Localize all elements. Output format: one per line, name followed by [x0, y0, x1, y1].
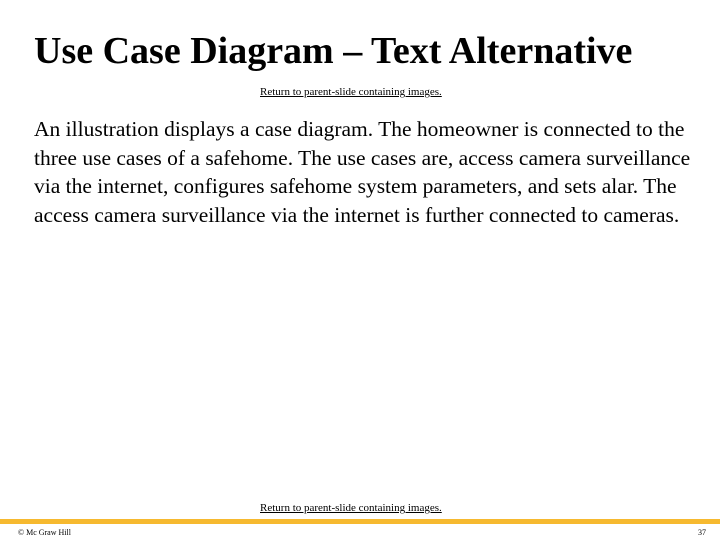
return-to-parent-slide-link-top[interactable]: Return to parent-slide containing images. [260, 86, 442, 98]
slide-page-number: 37 [698, 528, 706, 537]
slide-title: Use Case Diagram – Text Alternative [34, 30, 633, 72]
return-to-parent-slide-link-bottom[interactable]: Return to parent-slide containing images. [260, 502, 442, 514]
text-alternative-description: An illustration displays a case diagram. The homeowner is connected to the three use cases of a safehome. The use cases are, access camera surveillance via the internet, configures safehome system parameters, and sets alar. The access camera surveillance via the internet is further connected to cameras. [34, 117, 691, 227]
footer-copyright: © Mc Graw Hill [18, 528, 71, 537]
footer-accent-rule [0, 519, 720, 524]
